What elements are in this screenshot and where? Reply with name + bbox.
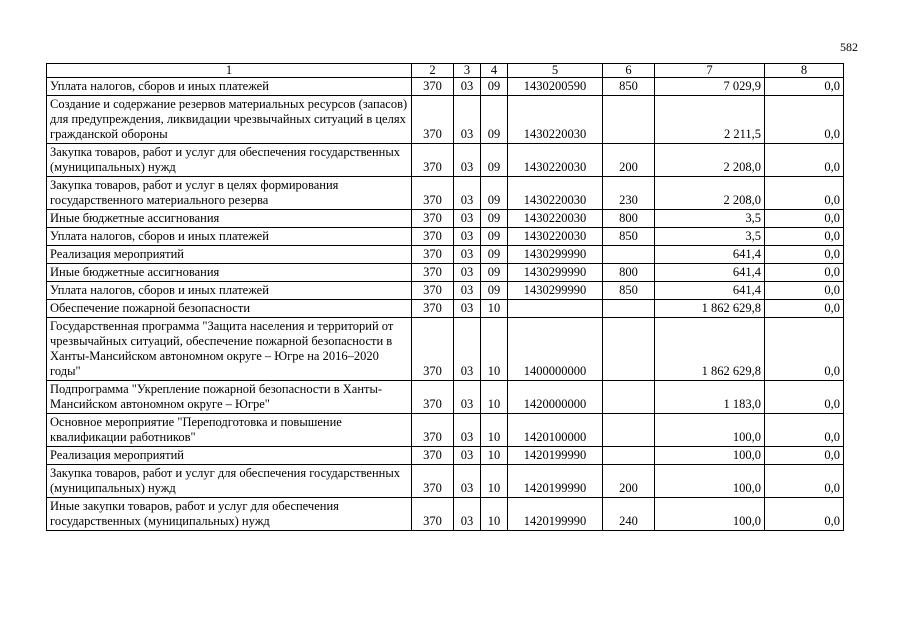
cell-code-3: 03 xyxy=(454,447,481,465)
cell-code-2: 370 xyxy=(412,498,454,531)
cell-code-6: 200 xyxy=(603,465,655,498)
cell-code-5: 1420000000 xyxy=(508,381,603,414)
row-name: Уплата налогов, сборов и иных платежей xyxy=(47,282,412,300)
table-row xyxy=(47,300,844,318)
column-header-8: 8 xyxy=(765,64,844,78)
cell-code-3: 03 xyxy=(454,228,481,246)
cell-code-2: 370 xyxy=(412,228,454,246)
table-row xyxy=(47,318,844,381)
cell-code-5: 1430299990 xyxy=(508,282,603,300)
cell-code-6 xyxy=(603,246,655,264)
cell-code-5: 1430200590 xyxy=(508,78,603,96)
table-row xyxy=(47,447,844,465)
cell-code-5: 1420199990 xyxy=(508,498,603,531)
row-name: Иные бюджетные ассигнования xyxy=(47,264,412,282)
cell-code-5: 1420100000 xyxy=(508,414,603,447)
cell-code-4: 10 xyxy=(481,447,508,465)
page-number: 582 xyxy=(840,40,858,54)
cell-code-3: 03 xyxy=(454,381,481,414)
cell-amount-8: 0,0 xyxy=(765,300,844,318)
cell-code-3: 03 xyxy=(454,465,481,498)
cell-code-6: 230 xyxy=(603,177,655,210)
cell-code-2: 370 xyxy=(412,414,454,447)
cell-code-2: 370 xyxy=(412,96,454,144)
cell-amount-8: 0,0 xyxy=(765,318,844,381)
row-name: Закупка товаров, работ и услуг для обеспечения государственных (муниципальных) нужд xyxy=(47,144,412,177)
table-body xyxy=(47,78,844,531)
row-name: Государственная программа "Защита населения и территорий от чрезвычайных ситуаций, обеспечение пожарной безопасности в Ханты-Мансийском автономном округе – Югре на 2016–2020 годы" xyxy=(47,318,412,381)
cell-code-3: 03 xyxy=(454,78,481,96)
cell-code-4: 10 xyxy=(481,414,508,447)
cell-code-2: 370 xyxy=(412,78,454,96)
cell-amount-8: 0,0 xyxy=(765,144,844,177)
cell-code-3: 03 xyxy=(454,246,481,264)
cell-code-3: 03 xyxy=(454,177,481,210)
cell-code-2: 370 xyxy=(412,144,454,177)
row-name: Уплата налогов, сборов и иных платежей xyxy=(47,228,412,246)
cell-code-4: 09 xyxy=(481,228,508,246)
cell-code-4: 10 xyxy=(481,465,508,498)
cell-code-2: 370 xyxy=(412,318,454,381)
cell-code-3: 03 xyxy=(454,414,481,447)
row-name: Уплата налогов, сборов и иных платежей xyxy=(47,78,412,96)
cell-code-6: 850 xyxy=(603,228,655,246)
cell-code-5: 1430220030 xyxy=(508,228,603,246)
cell-code-4: 10 xyxy=(481,318,508,381)
cell-amount-8: 0,0 xyxy=(765,210,844,228)
row-name: Реализация мероприятий xyxy=(47,246,412,264)
row-name: Реализация мероприятий xyxy=(47,447,412,465)
cell-code-2: 370 xyxy=(412,282,454,300)
table-header-row xyxy=(47,64,844,78)
cell-code-4: 09 xyxy=(481,246,508,264)
table-row xyxy=(47,282,844,300)
cell-amount: 2 208,0 xyxy=(655,144,765,177)
cell-code-6 xyxy=(603,381,655,414)
cell-code-2: 370 xyxy=(412,447,454,465)
table-row xyxy=(47,264,844,282)
column-header-7: 7 xyxy=(655,64,765,78)
cell-code-4: 10 xyxy=(481,498,508,531)
cell-amount: 641,4 xyxy=(655,246,765,264)
cell-amount-8: 0,0 xyxy=(765,465,844,498)
cell-code-2: 370 xyxy=(412,264,454,282)
cell-code-3: 03 xyxy=(454,96,481,144)
cell-code-5: 1430220030 xyxy=(508,177,603,210)
cell-code-6: 200 xyxy=(603,144,655,177)
cell-code-2: 370 xyxy=(412,465,454,498)
cell-code-5: 1430220030 xyxy=(508,144,603,177)
cell-code-6 xyxy=(603,96,655,144)
cell-amount-8: 0,0 xyxy=(765,381,844,414)
cell-code-3: 03 xyxy=(454,144,481,177)
cell-code-2: 370 xyxy=(412,246,454,264)
table-row xyxy=(47,228,844,246)
table-row xyxy=(47,78,844,96)
cell-amount: 100,0 xyxy=(655,498,765,531)
cell-code-6: 800 xyxy=(603,264,655,282)
cell-amount: 7 029,9 xyxy=(655,78,765,96)
row-name: Создание и содержание резервов материальных ресурсов (запасов) для предупреждения, ликвидации чрезвычайных ситуаций в целях гражданской обороны xyxy=(47,96,412,144)
cell-amount-8: 0,0 xyxy=(765,447,844,465)
cell-amount-8: 0,0 xyxy=(765,264,844,282)
cell-code-6: 240 xyxy=(603,498,655,531)
cell-code-4: 09 xyxy=(481,177,508,210)
column-header-3: 3 xyxy=(454,64,481,78)
cell-code-2: 370 xyxy=(412,300,454,318)
table-row xyxy=(47,465,844,498)
cell-amount-8: 0,0 xyxy=(765,177,844,210)
column-header-4: 4 xyxy=(481,64,508,78)
column-header-6: 6 xyxy=(603,64,655,78)
cell-amount: 2 208,0 xyxy=(655,177,765,210)
cell-code-5: 1400000000 xyxy=(508,318,603,381)
row-name: Иные бюджетные ассигнования xyxy=(47,210,412,228)
row-name: Подпрограмма "Укрепление пожарной безопасности в Ханты-Мансийском автономном округе – Югре" xyxy=(47,381,412,414)
cell-code-4: 09 xyxy=(481,282,508,300)
cell-code-3: 03 xyxy=(454,210,481,228)
cell-code-6 xyxy=(603,414,655,447)
cell-code-4: 10 xyxy=(481,300,508,318)
row-name: Закупка товаров, работ и услуг в целях формирования государственного материального резерва xyxy=(47,177,412,210)
cell-code-4: 10 xyxy=(481,381,508,414)
cell-code-3: 03 xyxy=(454,300,481,318)
table-row xyxy=(47,381,844,414)
cell-amount: 100,0 xyxy=(655,414,765,447)
cell-code-4: 09 xyxy=(481,264,508,282)
cell-code-3: 03 xyxy=(454,498,481,531)
cell-amount: 1 862 629,8 xyxy=(655,300,765,318)
row-name: Обеспечение пожарной безопасности xyxy=(47,300,412,318)
cell-amount: 3,5 xyxy=(655,228,765,246)
cell-amount-8: 0,0 xyxy=(765,414,844,447)
cell-amount-8: 0,0 xyxy=(765,78,844,96)
cell-code-3: 03 xyxy=(454,282,481,300)
cell-amount: 1 862 629,8 xyxy=(655,318,765,381)
cell-code-5: 1430220030 xyxy=(508,210,603,228)
column-header-1: 1 xyxy=(47,64,412,78)
table-row xyxy=(47,144,844,177)
cell-code-5: 1430299990 xyxy=(508,246,603,264)
cell-code-4: 09 xyxy=(481,144,508,177)
cell-code-6: 850 xyxy=(603,282,655,300)
table-row xyxy=(47,246,844,264)
table-row xyxy=(47,498,844,531)
cell-code-5: 1420199990 xyxy=(508,465,603,498)
cell-amount: 100,0 xyxy=(655,465,765,498)
cell-amount-8: 0,0 xyxy=(765,498,844,531)
cell-amount: 3,5 xyxy=(655,210,765,228)
table-row xyxy=(47,210,844,228)
cell-code-3: 03 xyxy=(454,264,481,282)
table-row xyxy=(47,177,844,210)
table-row xyxy=(47,96,844,144)
cell-code-4: 09 xyxy=(481,96,508,144)
cell-code-6 xyxy=(603,300,655,318)
column-header-5: 5 xyxy=(508,64,603,78)
cell-code-2: 370 xyxy=(412,177,454,210)
budget-table xyxy=(46,63,844,531)
row-name: Закупка товаров, работ и услуг для обеспечения государственных (муниципальных) нужд xyxy=(47,465,412,498)
row-name: Основное мероприятие "Переподготовка и повышение квалификации работников" xyxy=(47,414,412,447)
cell-amount-8: 0,0 xyxy=(765,228,844,246)
cell-code-6 xyxy=(603,318,655,381)
table-row xyxy=(47,414,844,447)
cell-amount: 100,0 xyxy=(655,447,765,465)
cell-code-4: 09 xyxy=(481,210,508,228)
cell-amount-8: 0,0 xyxy=(765,246,844,264)
cell-amount-8: 0,0 xyxy=(765,96,844,144)
cell-code-6: 850 xyxy=(603,78,655,96)
cell-code-6 xyxy=(603,447,655,465)
cell-amount: 1 183,0 xyxy=(655,381,765,414)
cell-code-2: 370 xyxy=(412,381,454,414)
cell-code-3: 03 xyxy=(454,318,481,381)
column-header-2: 2 xyxy=(412,64,454,78)
cell-amount: 641,4 xyxy=(655,282,765,300)
cell-amount: 641,4 xyxy=(655,264,765,282)
cell-code-5: 1430299990 xyxy=(508,264,603,282)
cell-amount: 2 211,5 xyxy=(655,96,765,144)
row-name: Иные закупки товаров, работ и услуг для обеспечения государственных (муниципальных) нужд xyxy=(47,498,412,531)
cell-code-5: 1420199990 xyxy=(508,447,603,465)
cell-code-4: 09 xyxy=(481,78,508,96)
cell-code-5: 1430220030 xyxy=(508,96,603,144)
cell-code-2: 370 xyxy=(412,210,454,228)
cell-code-5 xyxy=(508,300,603,318)
cell-amount-8: 0,0 xyxy=(765,282,844,300)
cell-code-6: 800 xyxy=(603,210,655,228)
